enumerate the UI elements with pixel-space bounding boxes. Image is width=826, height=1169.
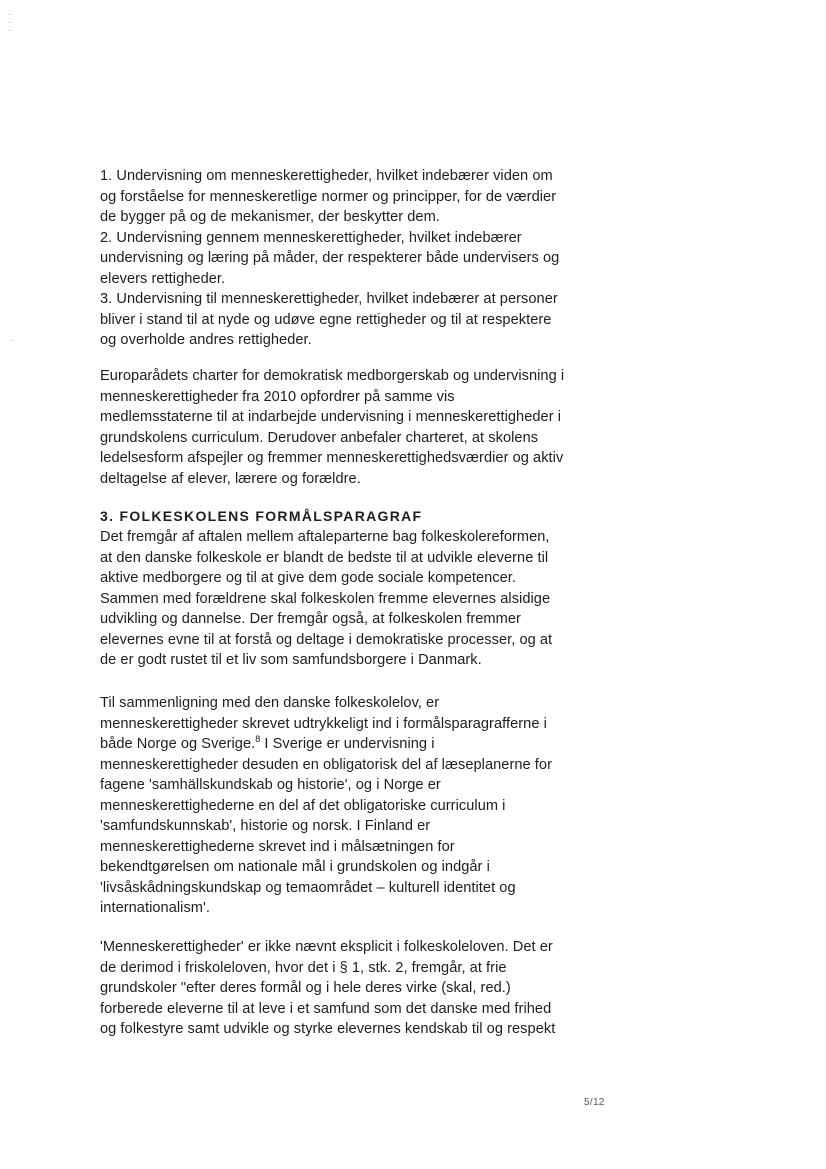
list-line: de bygger på og de mekanismer, der beskytter dem. [100,209,440,225]
paragraph-line: menneskerettigheder skrevet udtrykkeligt ind i formålsparagrafferne i [100,715,547,732]
list-line: bliver i stand til at nyde og udøve egne rettigheder og til at respektere [100,311,552,328]
paragraph-line: menneskerettigheder desuden en obligatorisk del af læseplanerne for [100,756,552,773]
scan-mark [8,14,11,15]
list-line: 2. Undervisning gennem menneskerettigheder, hvilket indebærer [100,229,522,246]
paragraph-line: 'samfundskunnskab', historie og norsk. I Finland er [100,818,431,834]
paragraph-line: ledelsesform afspejler og fremmer menneskerettighedsværdier og aktiv [100,450,564,466]
scan-mark [8,22,11,23]
paragraph-line: bekendtgørelsen om nationale mål i grundskolen og indgår i [100,859,490,875]
paragraph-line: Europarådets charter for demokratisk medborgerskab og undervisning i [100,368,565,384]
scan-mark [8,30,11,31]
paragraph-line: deltagelse af elever, lærere og forældre. [100,470,361,487]
scan-mark [10,340,13,341]
paragraph-line: aktive medborgere og til at give dem gode sociale kompetencer. [100,570,517,586]
paragraph-line: fagene 'samhällskundskab og historie', og i Norge er [100,777,441,793]
list-line: og forståelse for menneskeretlige normer og principper, for de værdier [100,188,557,205]
paragraph-line: de derimod i friskoleloven, hvor det i § 1, stk. 2, fremgår, at frie [100,959,507,976]
paragraph-line: de er godt rustet til et liv som samfundsborgere i Danmark. [100,652,482,668]
paragraph-line: menneskerettighederne skrevet ind i målsætningen for [100,838,455,855]
human-rights-law-paragraph [100,937,600,1040]
list-line: 1. Undervisning om menneskerettigheder, hvilket indebærer viden om [100,168,553,184]
list-line: elevers rettigheder. [100,270,226,287]
paragraph-line: grundskoler "efter deres formål og i hele deres virke (skal, red.) [100,980,511,996]
paragraph-line-with-footnote [100,734,600,755]
paragraph-line: Sammen med forældrene skal folkeskolen fremme elevernes alsidige [100,590,551,607]
paragraph-line: udvikling og dannelse. Der fremgår også, at folkeskolen fremmer [100,611,521,627]
paragraph-line: elevernes evne til at forstå og deltage i demokratiske processer, og at [100,631,553,648]
list-line: undervisning og læring på måder, der respekterer både undervisers og [100,250,560,266]
paragraph-line: menneskerettigheder fra 2010 opfordrer på samme vis [100,388,455,405]
line-text: I Sverige er undervisning i [260,736,435,752]
paragraph-line: internationalism'. [100,900,210,916]
page-number: 5/12 [584,1097,605,1108]
paragraph-line: Til sammenligning med den danske folkeskolelov, er [100,695,440,711]
paragraph-line: forberede eleverne til at leve i et samfund som det danske med frihed [100,1000,552,1017]
footnote-reference: 8 [255,734,261,744]
paragraph-line: og folkestyre samt udvikle og styrke elevernes kendskab til og respekt [100,1021,556,1037]
paragraph-line: at den danske folkeskole er blandt de bedste til at udvikle eleverne til [100,549,549,566]
education-types-list [100,166,600,351]
europa-charter-paragraph [100,366,600,489]
paragraph-line: 'Menneskerettigheder' er ikke nævnt eksplicit i folkeskoleloven. Det er [100,939,553,955]
reform-paragraph [100,527,600,671]
line-text: både Norge og Sverige. [100,736,256,752]
list-line: 3. Undervisning til menneskerettigheder, hvilket indebærer at personer [100,291,558,307]
list-line: og overholde andres rettigheder. [100,332,312,348]
section-heading: 3. FOLKESKOLENS FORMÅLSPARAGRAF [100,508,423,524]
paragraph-line: menneskerettighederne en del af det obligatoriske curriculum i [100,797,506,814]
paragraph-line: 'livsåskådningskundskap og temaområdet – kulturell identitet og [100,879,516,896]
comparison-paragraph [100,693,600,919]
paragraph-line: Det fremgår af aftalen mellem aftaleparterne bag folkeskolereformen, [100,529,550,545]
paragraph-line: grundskolens curriculum. Derudover anbefaler charteret, at skolens [100,429,539,446]
paragraph-line: medlemsstaterne til at indarbejde undervisning i menneskerettigheder i [100,409,562,425]
